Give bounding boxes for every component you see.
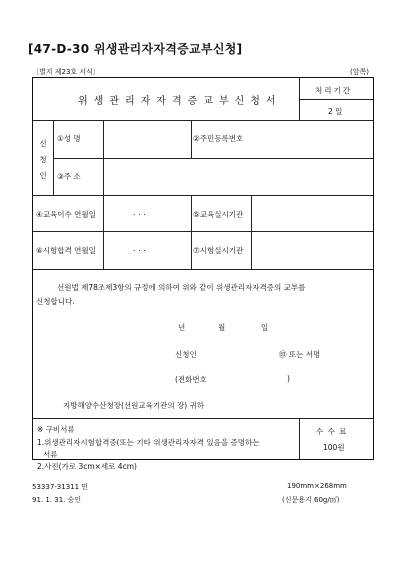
- attachment-2: 2.사진(가로 3cm×세로 4cm): [37, 462, 137, 471]
- column-divider: [299, 418, 300, 459]
- address-label: ③주 소: [57, 172, 81, 181]
- addressee: 지방해양수산청장(선원교육기관의 장) 귀하: [63, 401, 205, 410]
- attachments-title: ※ 구비서류: [37, 425, 75, 434]
- applicant-label: 신청인: [39, 139, 47, 180]
- exam-pass-date: . . .: [133, 244, 146, 253]
- row-divider: [33, 195, 373, 196]
- processing-period-value: 2 일: [328, 107, 343, 116]
- exam-pass-label: ⑥시험합격 연월일: [36, 246, 96, 255]
- column-divider: [53, 120, 54, 195]
- column-divider: [103, 120, 104, 269]
- row-divider: [33, 269, 373, 270]
- row-divider: [33, 418, 373, 419]
- row-divider: [33, 120, 373, 121]
- fee-label: 수 수 료: [316, 427, 348, 436]
- date-year: 년: [178, 323, 186, 332]
- statement-line-2: 신청합니다.: [36, 297, 75, 306]
- rrn-label: ②주민등록번호: [193, 134, 244, 143]
- row-divider: [299, 99, 373, 100]
- application-form: [32, 77, 374, 471]
- phone-close: ): [287, 374, 290, 383]
- education-completion-date: . . .: [133, 208, 146, 217]
- paper-type: (신문용지 60g/㎡): [282, 496, 340, 504]
- row-divider: [33, 231, 373, 232]
- paper-size: 190mm×268mm: [287, 482, 347, 490]
- front-side-note: (앞쪽): [350, 68, 369, 76]
- phone-label: (전화번호: [175, 375, 207, 384]
- column-divider: [191, 120, 192, 158]
- date-month: 월: [218, 323, 226, 332]
- education-completion-label: ④교육이수 연월일: [36, 210, 96, 219]
- attachment-1-line-1: 1.위생관리자시험합격증(또는 기타 위생관리자자격 있음을 증명하는: [37, 438, 260, 447]
- column-divider: [251, 195, 252, 269]
- document-title: [47-D-30 위생관리자자격증교부신청]: [28, 42, 243, 56]
- fee-value: 100원: [323, 443, 345, 452]
- column-divider: [191, 195, 192, 269]
- form-title: 위생관리자자격증교부신청서: [78, 96, 282, 107]
- column-divider: [299, 78, 300, 120]
- applicant-sign-label: 신청인: [175, 350, 197, 359]
- seal-or-signature: ㊞ 또는 서명: [279, 350, 321, 359]
- education-institution-label: ⑤교육실시기관: [193, 210, 244, 219]
- approval-date: 91. 1. 31. 승인: [32, 496, 82, 504]
- row-divider: [53, 158, 373, 159]
- date-day: 일: [261, 323, 269, 332]
- attachment-1-line-2: 서류: [43, 450, 58, 459]
- processing-period-label: 처리기간: [315, 86, 352, 95]
- form-number: 〔별지 제23호 서식〕: [32, 68, 100, 76]
- exam-institution-label: ⑦시험실시기관: [193, 246, 244, 255]
- form-code: 53337-31311 민: [32, 483, 89, 491]
- statement-line-1: 선원법 제78조제3항의 규정에 의하여 위와 같이 위생관리자자격증의 교부를: [57, 283, 306, 292]
- name-label: ①성 명: [57, 134, 81, 143]
